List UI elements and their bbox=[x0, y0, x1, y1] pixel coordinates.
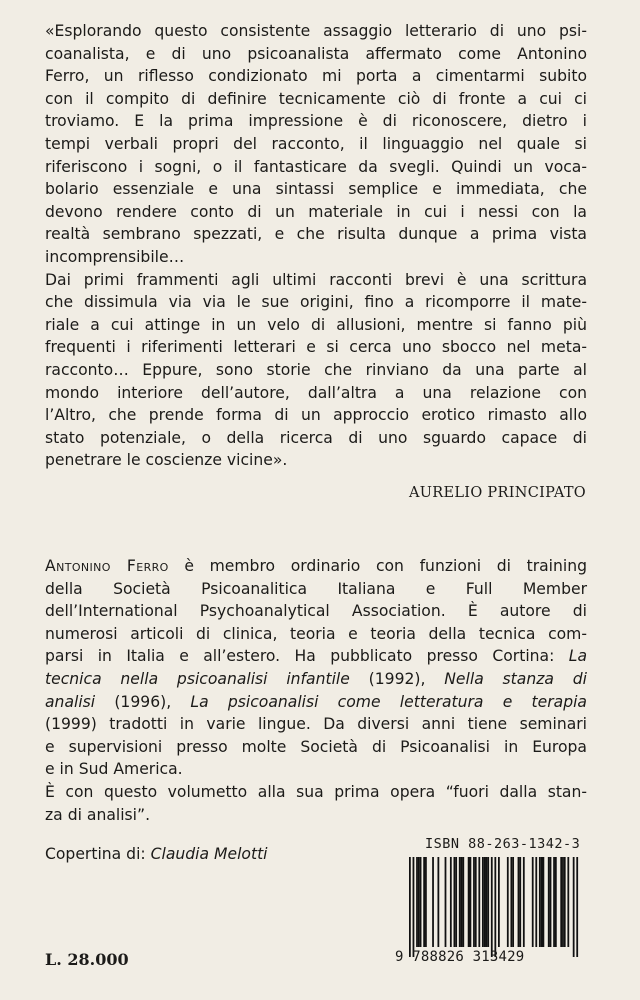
barcode-bar bbox=[416, 857, 418, 947]
barcode-bar bbox=[573, 857, 575, 957]
bio-line: dell’International Psychoanalytical Association. È autore di bbox=[45, 602, 587, 621]
barcode-bar bbox=[494, 857, 496, 957]
barcode-bar bbox=[507, 857, 509, 947]
blurb-line: incomprensibile… bbox=[45, 247, 185, 266]
price-label: L. 28.000 bbox=[45, 950, 129, 969]
bio-line: numerosi articoli di clinica, teoria e teoria della tecnica com- bbox=[45, 624, 587, 643]
barcode-bar bbox=[532, 857, 534, 947]
barcode-bar bbox=[553, 857, 555, 947]
blurb-line: Dai primi frammenti agli ultimi racconti brevi è una scrittura bbox=[45, 270, 587, 289]
barcode-bar bbox=[548, 857, 550, 947]
barcode-bar bbox=[512, 857, 514, 947]
blurb-line: devono rendere conto di un materiale in cui i nessi con la bbox=[45, 202, 587, 221]
book-title: tecnica nella psicoanalisi infantile bbox=[45, 669, 350, 688]
book-title: La psicoanalisi come letteratura e terapia bbox=[190, 692, 587, 711]
barcode-bar bbox=[437, 857, 439, 947]
barcode-bar bbox=[420, 857, 422, 947]
barcode-bar bbox=[560, 857, 562, 947]
barcode-bar bbox=[486, 857, 488, 947]
bio-line: della Società Psicoanalitica Italiana e Full Member bbox=[45, 579, 587, 598]
barcode-bar bbox=[491, 857, 493, 957]
bio-line: È con questo volumetto alla sua prima opera “fuori dalla stan- bbox=[45, 782, 587, 801]
blurb-line: troviamo. E la prima impressione è di riconoscere, dietro i bbox=[45, 112, 587, 131]
bio-line: e in Sud America. bbox=[45, 760, 183, 779]
book-title: analisi bbox=[45, 692, 96, 711]
barcode-bar bbox=[487, 857, 489, 947]
blurb-quote bbox=[45, 20, 587, 472]
blurb-signature: AURELIO PRINCIPATO bbox=[408, 485, 586, 501]
blurb-line: stato potenziale, o della ricerca di uno sguardo capace di bbox=[45, 428, 587, 447]
barcode-bar bbox=[535, 857, 537, 947]
bio-line: analisi (1996), La psicoanalisi come letteratura e terapia bbox=[45, 692, 587, 711]
barcode-bar bbox=[550, 857, 552, 947]
barcode-bar bbox=[567, 857, 569, 947]
barcode-bar bbox=[454, 857, 456, 947]
barcode-bar bbox=[462, 857, 464, 947]
barcode-bar bbox=[518, 857, 520, 947]
blurb-line: che dissimula via via le sue origini, fino a ricomporre il mate- bbox=[45, 293, 587, 312]
bio-line: (1999) tradotti in varie lingue. Da diversi anni tiene seminari bbox=[45, 715, 587, 734]
blurb-line: penetrare le coscienze vicine». bbox=[45, 451, 288, 470]
bio-line: parsi in Italia e all’estero. Ha pubblicato presso Cortina: La bbox=[45, 647, 587, 666]
blurb-line: coanalista, e di uno psicoanalista affermato come Antonino bbox=[45, 44, 587, 63]
barcode-bar bbox=[541, 857, 543, 947]
barcode-bar bbox=[432, 857, 434, 947]
blurb-line: tempi verbali propri del racconto, il linguaggio nel quale si bbox=[45, 134, 587, 153]
barcode-block bbox=[395, 835, 587, 985]
barcode-bar bbox=[423, 857, 425, 947]
blurb-line: con il compito di definire tecnicamente ciò di fronte a cui ci bbox=[45, 89, 587, 108]
author-bio bbox=[45, 555, 587, 826]
barcode-bar bbox=[576, 857, 578, 957]
blurb-line: riale a cui attinge in un velo di allusioni, mentre si fanno più bbox=[45, 315, 587, 334]
barcode-bar bbox=[482, 857, 484, 947]
blurb-line: l’Altro, che prende forma di un approccio erotico rimasto allo bbox=[45, 406, 587, 425]
barcode-bar bbox=[445, 857, 447, 947]
barcode-bar bbox=[468, 857, 470, 947]
barcode-bar bbox=[475, 857, 477, 947]
barcode-bar bbox=[450, 857, 452, 947]
blurb-line: frequenti i riferimenti letterari e si cerca uno sbocco nel meta- bbox=[45, 338, 587, 357]
author-name: Antonino Ferro bbox=[45, 557, 169, 575]
ean-digits: 9 788826 313429 bbox=[395, 949, 525, 965]
barcode-bar bbox=[519, 857, 521, 947]
barcode-bar bbox=[510, 857, 512, 947]
blurb-line: Ferro, un riflesso condizionato mi porta a cimentarmi subito bbox=[45, 67, 587, 86]
bio-line: za di analisi”. bbox=[45, 805, 151, 824]
barcode-bar bbox=[459, 857, 461, 947]
book-title: Nella stanza di bbox=[444, 669, 587, 688]
blurb-line: mondo interiore dell’autore, dall’altra a una relazione con bbox=[45, 383, 587, 402]
barcode-bar bbox=[498, 857, 500, 947]
blurb-line: riferiscono i sogni, o il fantasticare da svegli. Quindi un voca- bbox=[45, 157, 587, 176]
isbn-text: ISBN 88-263-1342-3 bbox=[425, 836, 581, 852]
cover-credit: Copertina di: Claudia Melotti bbox=[45, 845, 268, 863]
barcode-bar bbox=[523, 857, 525, 947]
barcode-bar bbox=[455, 857, 457, 947]
bio-line: tecnica nella psicoanalisi infantile (1992), Nella stanza di bbox=[45, 669, 587, 688]
barcode-bar bbox=[564, 857, 566, 947]
barcode-bar bbox=[555, 857, 557, 947]
barcode-bar bbox=[425, 857, 427, 947]
barcode-bar bbox=[484, 857, 486, 947]
book-title: La bbox=[568, 647, 587, 666]
barcode-bar bbox=[461, 857, 463, 947]
barcode-bar bbox=[409, 857, 411, 957]
barcode-bar bbox=[470, 857, 472, 947]
barcode-bar bbox=[562, 857, 564, 947]
barcode-bar bbox=[539, 857, 541, 947]
barcode-bar bbox=[473, 857, 475, 947]
bio-line: e supervisioni presso molte Società di Psicoanalisi in Europa bbox=[45, 737, 587, 756]
cover-artist: Claudia Melotti bbox=[150, 845, 268, 863]
barcode-bar bbox=[478, 857, 480, 947]
barcode-bar bbox=[543, 857, 545, 947]
blurb-line: «Esplorando questo consistente assaggio letterario di uno psi- bbox=[45, 22, 587, 40]
barcode-bar bbox=[413, 857, 415, 957]
blurb-line: racconto… Eppure, sono storie che rinviano da una parte al bbox=[45, 360, 587, 379]
bio-line: Antonino Ferro è membro ordinario con funzioni di training bbox=[45, 557, 587, 575]
blurb-line: realtà sembrano spezzati, e che risulta dunque a prima vista bbox=[45, 225, 587, 244]
barcode-bar bbox=[418, 857, 420, 947]
blurb-line: bolario essenziale e una sintassi semplice e immediata, che bbox=[45, 180, 587, 199]
